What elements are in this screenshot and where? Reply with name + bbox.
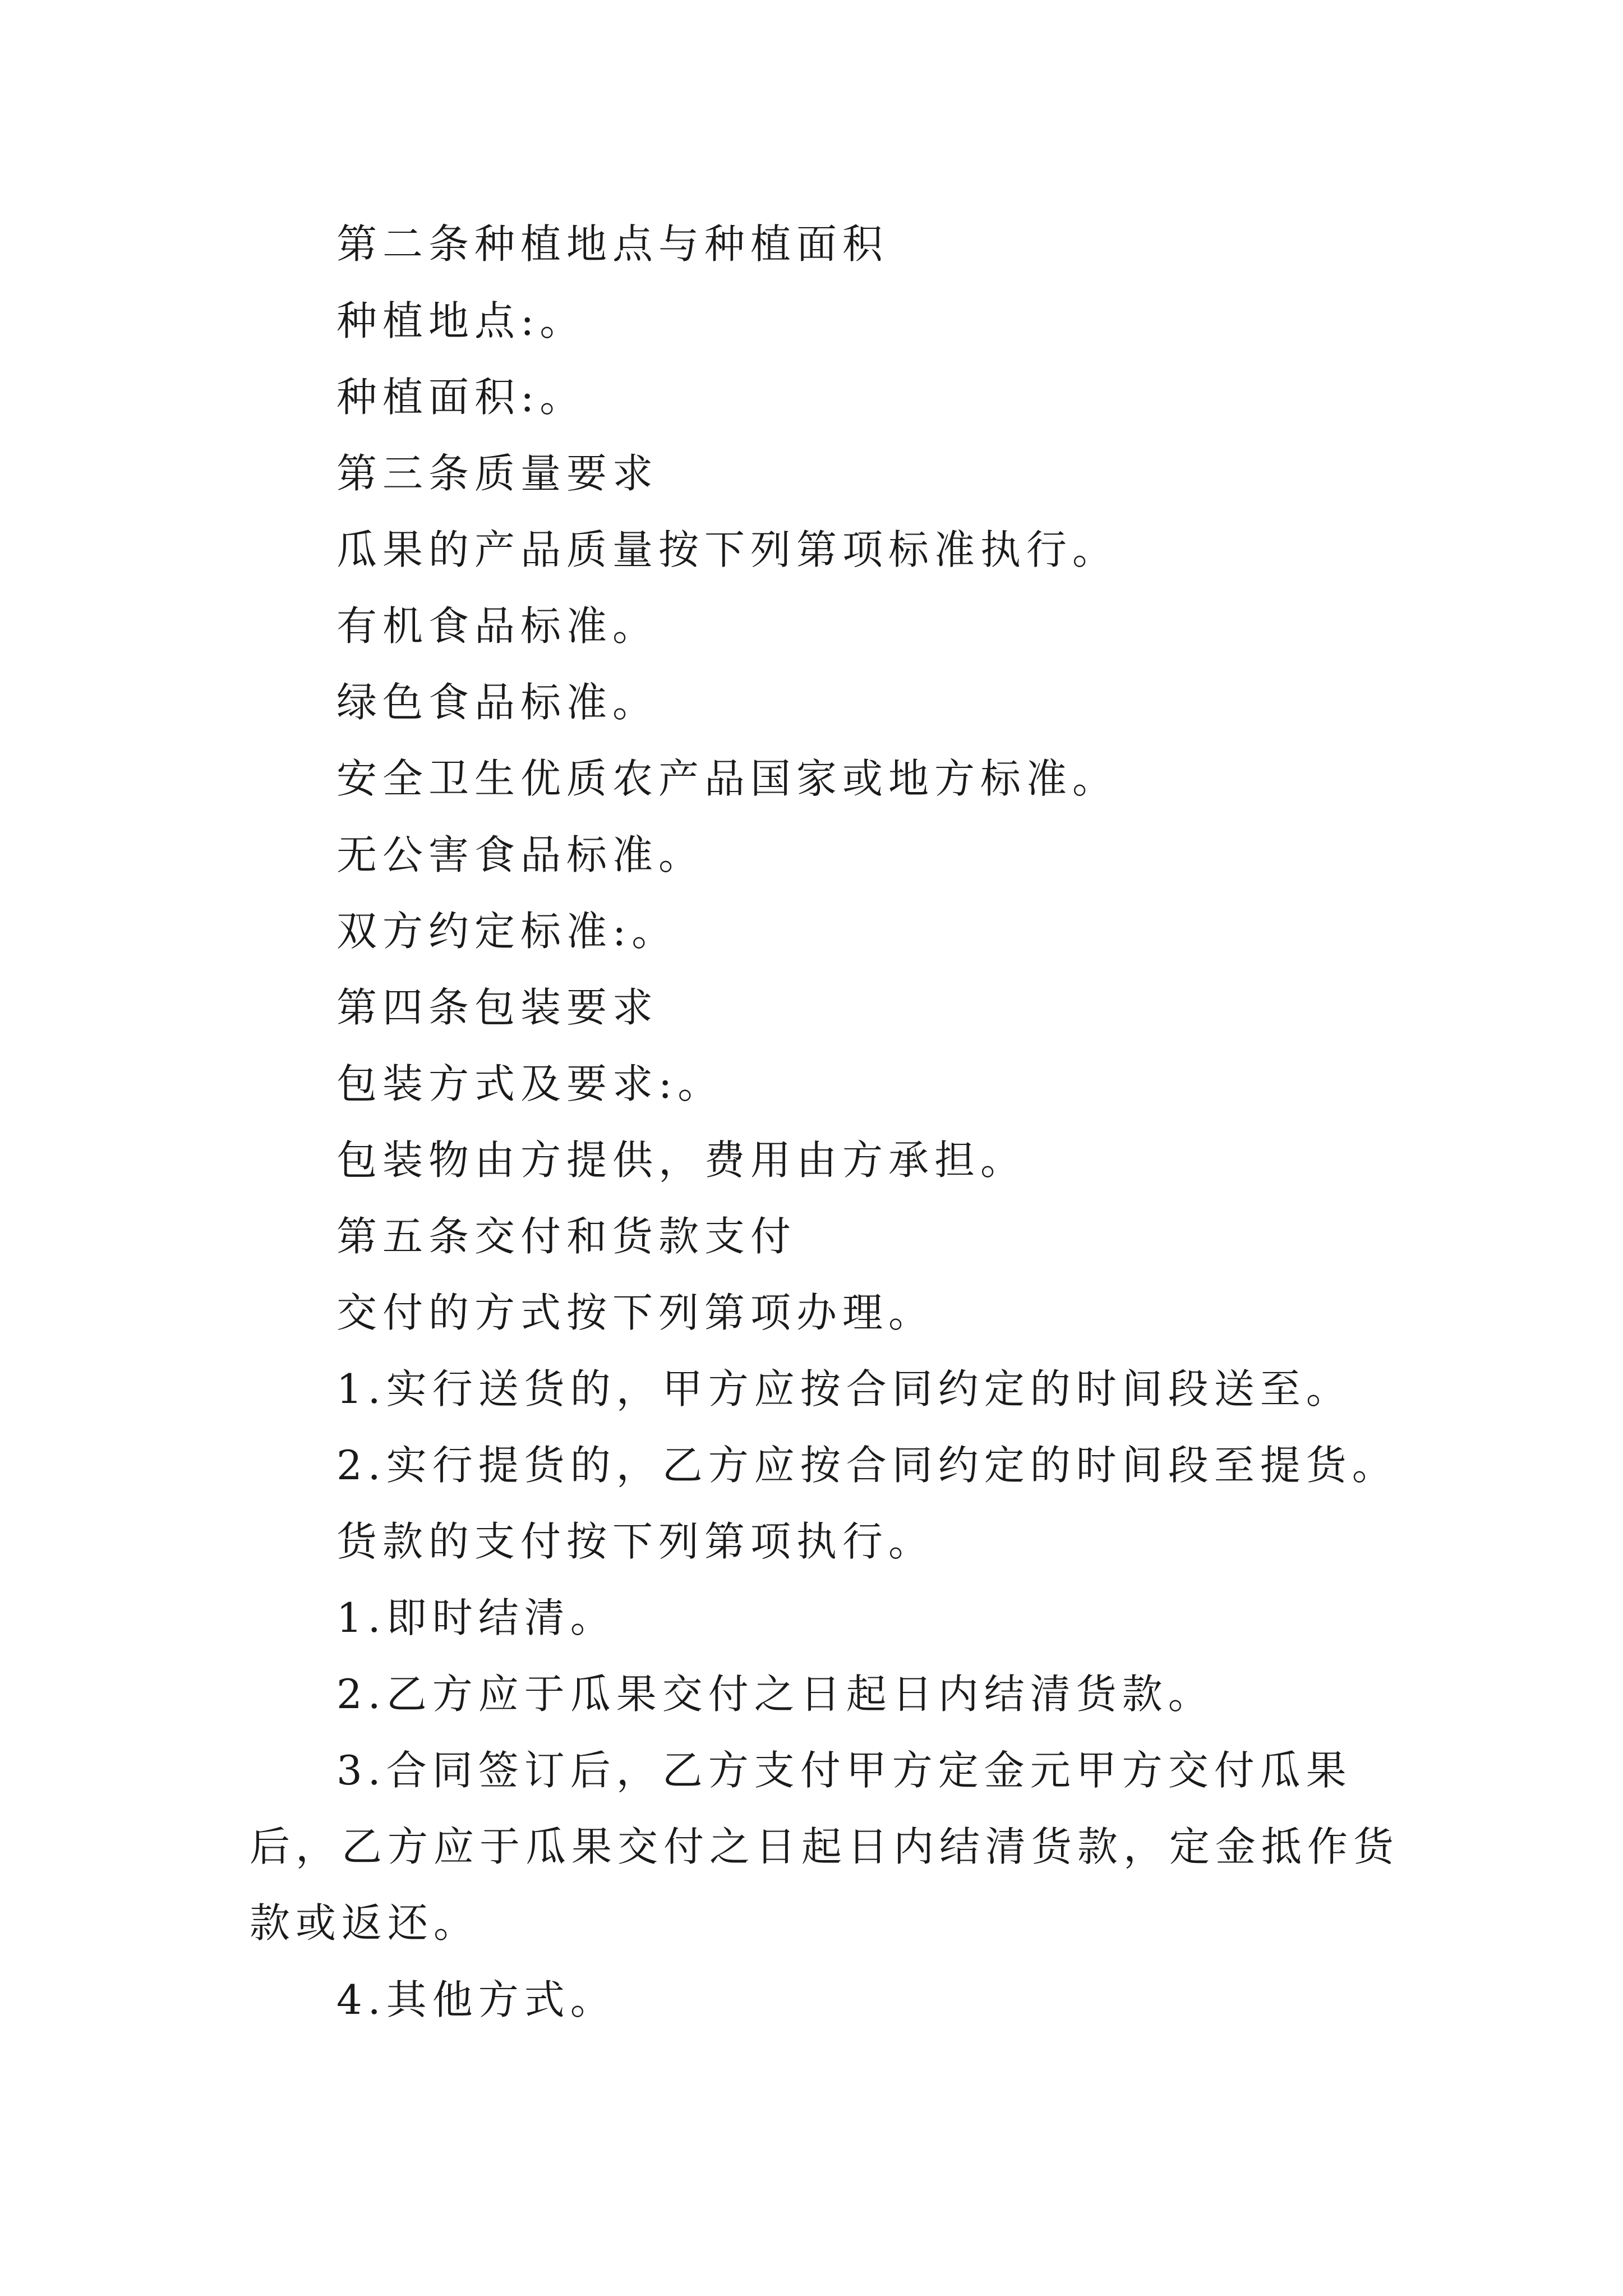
green-food-standard: 绿色食品标准。	[336, 679, 659, 726]
article-4-heading: 第四条包装要求	[336, 984, 659, 1031]
pollution-free-standard: 无公害食品标准。	[336, 831, 705, 878]
article-5-heading: 第五条交付和货款支付	[336, 1213, 797, 1260]
planting-area-line: 种植面积:。	[336, 374, 586, 421]
planting-location-line: 种植地点:。	[336, 297, 586, 344]
organic-food-standard: 有机食品标准。	[336, 602, 659, 650]
delivery-option-1: 1.实行送货的，甲方应按合同约定的时间段送至。	[336, 1365, 1352, 1412]
article-3-heading: 第三条质量要求	[336, 450, 659, 497]
safety-quality-standard: 安全卫生优质农产品国家或地方标准。	[336, 755, 1119, 802]
quality-standard-intro: 瓜果的产品质量按下列第项标准执行。	[336, 526, 1119, 573]
payment-option-4: 4.其他方式。	[336, 1976, 616, 2023]
delivery-option-2: 2.实行提货的，乙方应按合同约定的时间段至提货。	[336, 1442, 1398, 1489]
packaging-supplier-line: 包装物由方提供，费用由方承担。	[336, 1137, 1027, 1184]
payment-method-intro: 货款的支付按下列第项执行。	[336, 1518, 935, 1565]
packaging-method-line: 包装方式及要求:。	[336, 1060, 724, 1107]
payment-option-3-paragraph: 3.合同签订后，乙方支付甲方定金元甲方交付瓜果后，乙方应于瓜果交付之日起日内结清货款，定金抵作货款或返还。	[250, 1747, 1400, 1947]
agreed-standard-line: 双方约定标准:。	[336, 908, 678, 955]
payment-option-1: 1.即时结清。	[336, 1594, 616, 1641]
delivery-method-intro: 交付的方式按下列第项办理。	[336, 1289, 935, 1336]
payment-option-2: 2.乙方应于瓜果交付之日起日内结清货款。	[336, 1671, 1214, 1718]
article-2-heading: 第二条种植地点与种植面积	[336, 220, 889, 268]
